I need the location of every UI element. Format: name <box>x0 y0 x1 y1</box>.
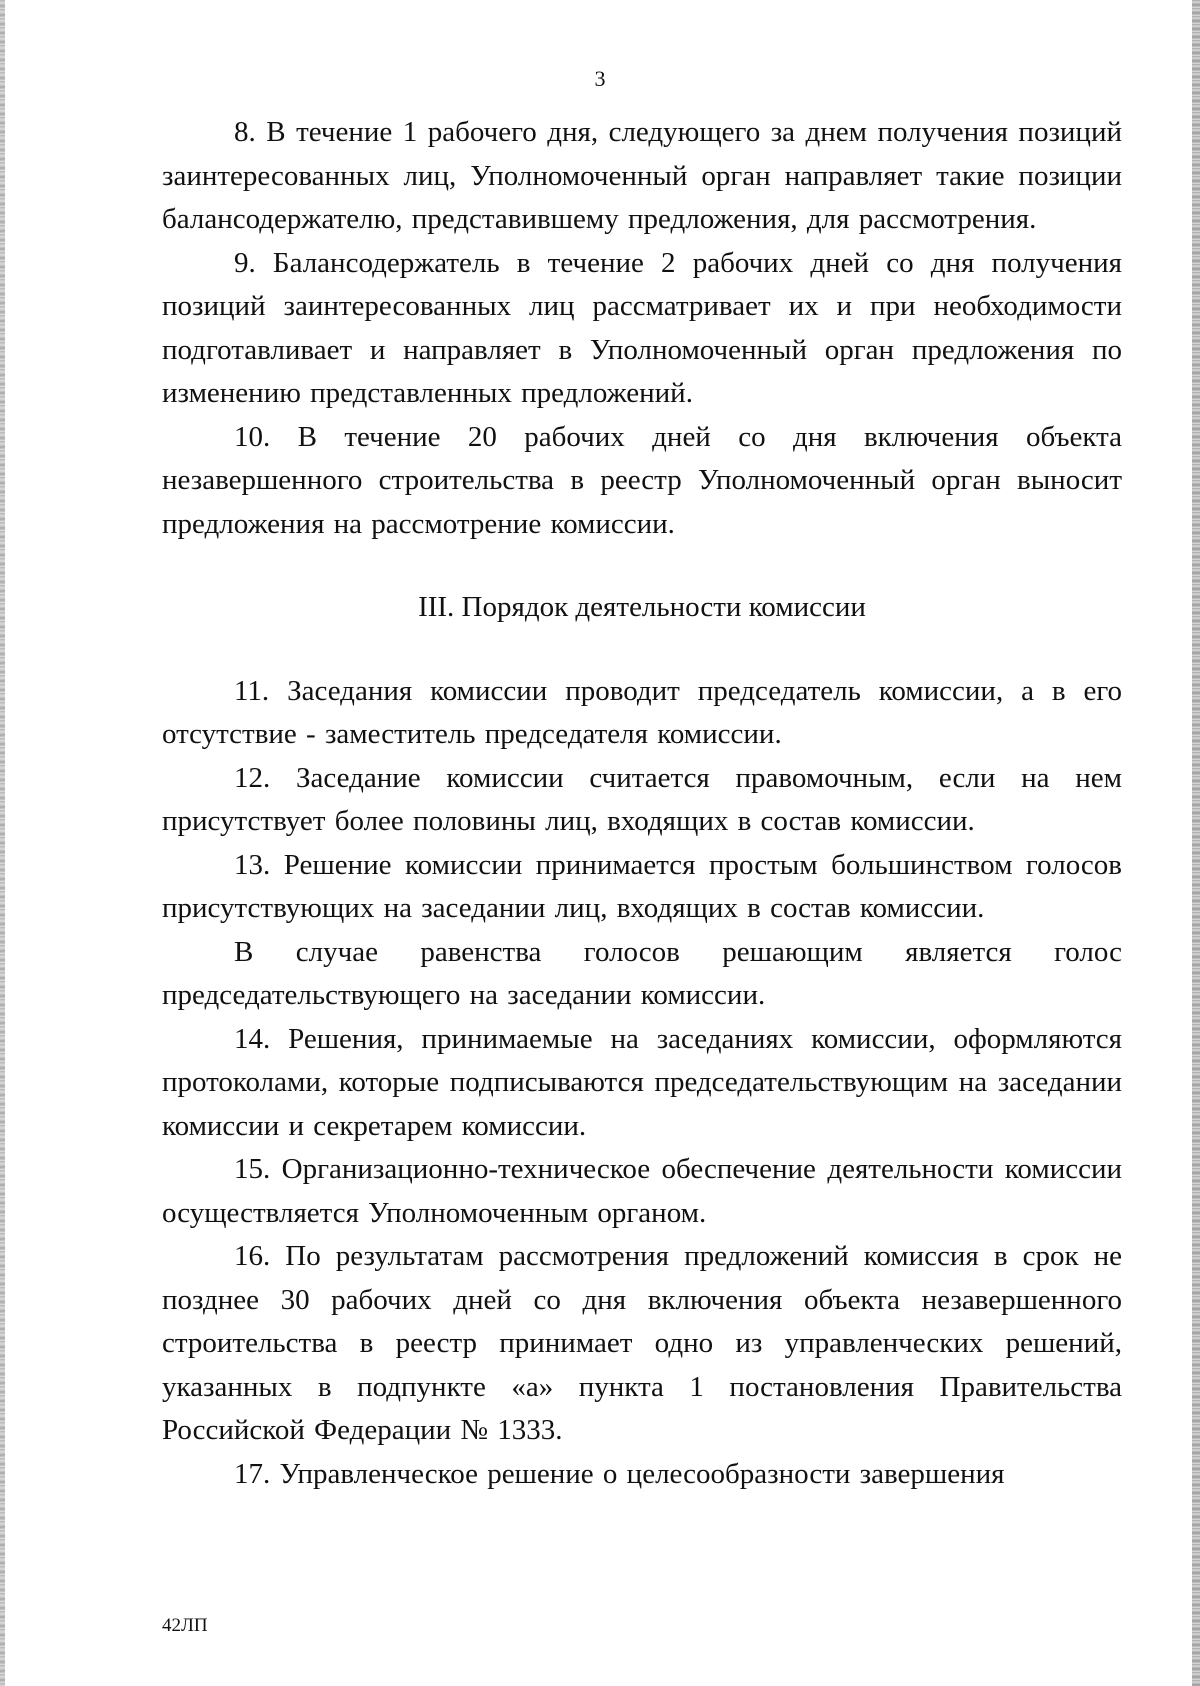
paragraph-13-continuation: В случае равенства голосов решающим является голос председательствующего на заседании комиссии. <box>162 935 1122 1011</box>
scan-edge-right <box>1192 0 1200 1686</box>
paragraph-13: 13. Решение комиссии принимается простым большинством голосов присутствующих на заседании лиц, входящих в состав комиссии. <box>162 848 1122 924</box>
paragraph-16: 16. По результатам рассмотрения предложений комиссия в срок не позднее 30 рабочих дней со дня включения объекта незавершенного строительства в реестр принимает одно из управленческих решений, указанных в подпункте «а» пункта 1 постановления Правительства Российской Федерации № 1333. <box>162 1240 1122 1446</box>
paragraph-15: 15. Организационно-техническое обеспечение деятельности комиссии осуществляется Уполномоченным органом. <box>162 1153 1122 1229</box>
scan-edge-left <box>0 0 5 1686</box>
document-body <box>162 111 1122 1496</box>
paragraph-8: 8. В течение 1 рабочего дня, следующего за днем получения позиций заинтересованных лиц, Уполномоченный орган направляет такие позиции балансодержателю, представившему предложения, для рассмотрения. <box>162 116 1122 235</box>
paragraph-17: 17. Управленческое решение о целесообразности завершения <box>234 1457 1005 1490</box>
footer-code: 42ЛП <box>162 1615 208 1636</box>
section-heading: III. Порядок деятельности комиссии <box>418 591 866 623</box>
page-number: 3 <box>594 66 606 91</box>
paragraph-14: 14. Решения, принимаемые на заседаниях комиссии, оформляются протоколами, которые подписываются председательствующим на заседании комиссии и секретарем комиссии. <box>162 1022 1122 1142</box>
paragraph-12: 12. Заседание комиссии считается правомочным, если на нем присутствует более половины лиц, входящих в состав комиссии. <box>162 761 1122 837</box>
paragraph-11: 11. Заседания комиссии проводит председатель комиссии, а в его отсутствие - заместитель председателя комиссии. <box>162 674 1122 750</box>
paragraph-9: 9. Балансодержатель в течение 2 рабочих дней со дня получения позиций заинтересованных лиц рассматривает их и при необходимости подготавливает и направляет в Уполномоченный орган предложения по изменению представленных предложений. <box>162 246 1122 409</box>
paragraph-10: 10. В течение 20 рабочих дней со дня включения объекта незавершенного строительства в реестр Уполномоченный орган выносит предложения на рассмотрение комиссии. <box>162 420 1122 540</box>
